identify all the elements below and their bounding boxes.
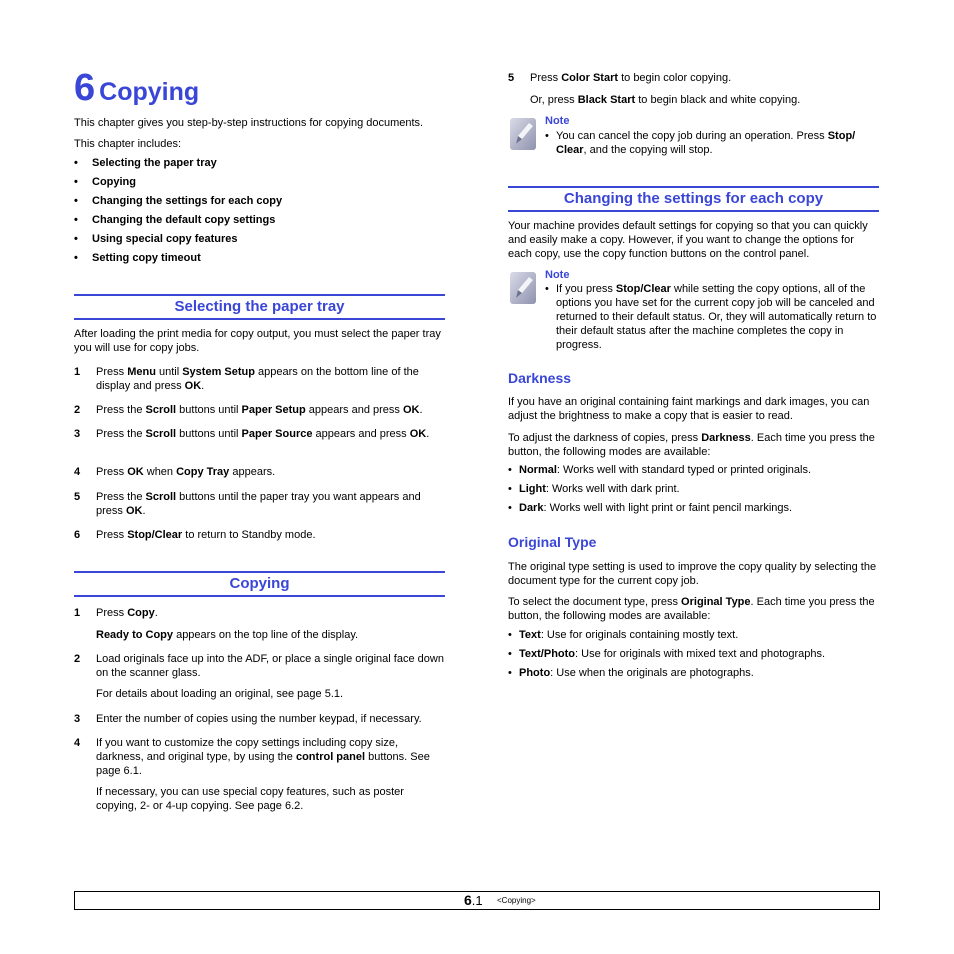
chapter-number: 6 [74, 67, 96, 109]
section-heading-paper-tray: Selecting the paper tray [74, 294, 445, 320]
darkness-heading: Darkness [508, 370, 572, 386]
chapter-title [74, 66, 199, 114]
darkness-paragraph: If you have an original containing faint markings and dark images, you can adjust the brightness to make a copy that is easier to read. [508, 396, 870, 422]
page-footer [74, 891, 880, 910]
original-type-paragraph: The original type setting is used to improve the copy quality by selecting the document type for the current copy job. [508, 561, 877, 587]
section-heading-settings: Changing the settings for each copy [508, 186, 879, 212]
settings-intro: Your machine provides default settings for copying so that you can quickly and easily make a copy. However, if you want to change the options for each copy, use the copy function buttons on the control panel. [508, 220, 868, 260]
footer-chapter-tag: <Copying> [497, 896, 536, 905]
note-icon [508, 116, 538, 152]
original-type-instructions: To select the document type, press Original Type. Each time you press the button, the following modes are available: [508, 596, 875, 622]
page-number: 6.1 [464, 892, 483, 908]
note-label: Note [545, 269, 570, 281]
note-icon [508, 270, 538, 306]
note-label: Note [545, 115, 570, 127]
includes-label: This chapter includes: [74, 138, 181, 150]
chapter-name: Copying [99, 78, 200, 106]
paper-tray-intro: After loading the print media for copy output, you must select the paper tray you will use for copy jobs. [74, 328, 441, 354]
section-heading-copying: Copying [74, 571, 445, 597]
darkness-instructions: To adjust the darkness of copies, press Darkness. Each time you press the button, the following modes are available: [508, 432, 875, 458]
original-type-heading: Original Type [508, 534, 597, 550]
intro-paragraph: This chapter gives you step-by-step instructions for copying documents. [74, 117, 424, 129]
